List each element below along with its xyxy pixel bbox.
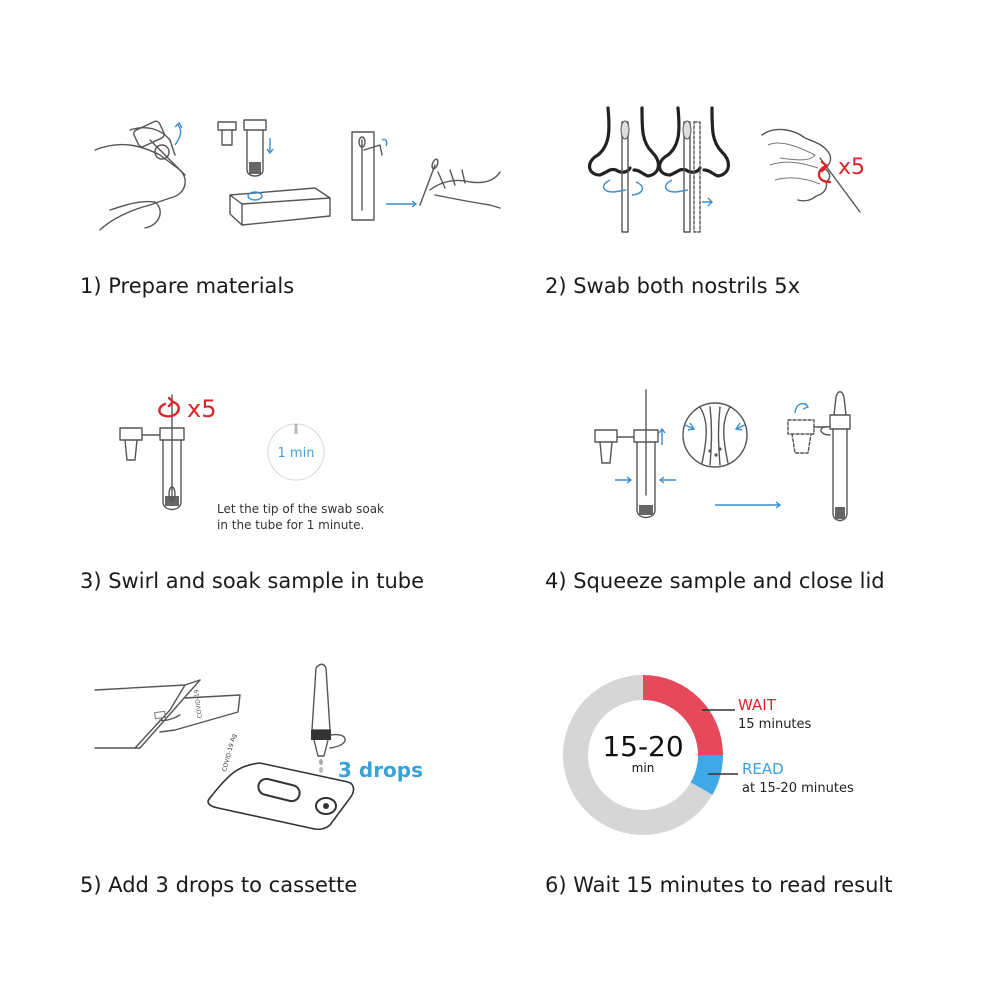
ring-center-unit: min bbox=[631, 761, 655, 775]
wait-label: WAIT bbox=[738, 696, 776, 714]
step-2-caption: 2) Swab both nostrils 5x bbox=[545, 274, 801, 298]
read-detail: at 15-20 minutes bbox=[742, 781, 854, 796]
step-2-repeat-label: x5 bbox=[838, 155, 866, 180]
hands-icon bbox=[95, 120, 185, 230]
step-3-note-line2: in the tube for 1 minute. bbox=[217, 518, 365, 532]
dropper-icon bbox=[311, 664, 423, 782]
arrow-to-lid-icon bbox=[715, 502, 780, 508]
step-1-illustration bbox=[90, 110, 510, 240]
squeeze-tube-icon bbox=[595, 390, 676, 518]
step-6-ring-chart bbox=[560, 670, 890, 840]
read-label: READ bbox=[742, 760, 784, 778]
svg-text:COVID-19: COVID-19 bbox=[192, 688, 204, 719]
step-3-caption: 3) Swirl and soak sample in tube bbox=[80, 569, 425, 593]
nose-left-icon bbox=[590, 108, 659, 232]
closed-tube-icon bbox=[788, 392, 850, 521]
timer-icon bbox=[268, 424, 324, 480]
step-3-repeat-label: x5 bbox=[187, 395, 217, 423]
step-3-timer-label: 1 min bbox=[277, 446, 315, 461]
cassette-label: COVID-19 Ag bbox=[221, 733, 239, 773]
step-3-illustration bbox=[115, 390, 445, 532]
step-2-illustration bbox=[580, 100, 910, 240]
step-5-caption: 5) Add 3 drops to cassette bbox=[80, 873, 358, 897]
step-4-caption: 4) Squeeze sample and close lid bbox=[545, 569, 885, 593]
tube-with-swab-icon bbox=[120, 395, 216, 510]
tube-on-box-icon bbox=[218, 120, 330, 225]
magnified-squeeze-icon bbox=[683, 403, 747, 467]
nose-right-icon bbox=[660, 108, 729, 232]
head-profile-icon bbox=[762, 129, 865, 212]
step-5-illustration bbox=[90, 660, 460, 830]
step-4-illustration bbox=[590, 385, 890, 530]
step-6-caption: 6) Wait 15 minutes to read result bbox=[545, 873, 893, 897]
step-1-caption: 1) Prepare materials bbox=[80, 274, 295, 298]
pouch-icon bbox=[95, 680, 240, 748]
swab-package-icon bbox=[352, 132, 500, 220]
step-3-note-line1: Let the tip of the swab soak bbox=[217, 502, 384, 516]
step-5-drops-label: 3 drops bbox=[338, 758, 424, 782]
ring-center-value: 15-20 bbox=[602, 730, 684, 763]
wait-detail: 15 minutes bbox=[738, 717, 812, 732]
